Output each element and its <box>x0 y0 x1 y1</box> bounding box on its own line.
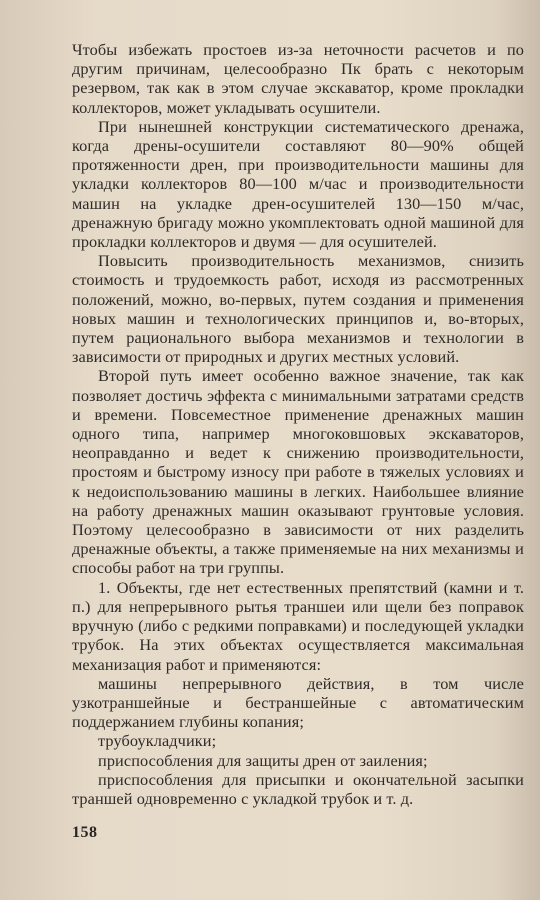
paragraph-5: 1. Объекты, где нет естественных препятствий (камни и т. п.) для непрерывного рытья траншеи или щели без поправок вручную (либо с редкими поправками) и последующей укладки трубок. На этих объектах осуществляется максимальная механизация работ и применяются: <box>72 577 524 674</box>
page-number: 158 <box>72 824 98 841</box>
list-item: приспособления для присыпки и окончательной засыпки траншей одновременно с укладкой трубок и т. д. <box>72 769 524 808</box>
list-item: трубоукладчики; <box>98 731 217 751</box>
page-text <box>72 40 524 808</box>
paragraph-3: Повысить производительность механизмов, снизить стоимость и трудоемкость работ, исходя из рассмотренных положений, можно, во-первых, путем создания и применения новых машин и технологических принципов и, во-вторых, путем рационального выбора механизмов и технологии в зависимости от природных и других местных условий. <box>72 251 524 367</box>
paragraph-1: Чтобы избежать простоев из-за неточности расчетов и по другим причинам, целесообразно Пк брать с некоторым резервом, так как в этом случае экскаватор, кроме прокладки коллекторов, может укладывать осушители. <box>72 40 524 117</box>
paragraph-2: При нынешней конструкции систематического дренажа, когда дрены-осушители составляют 80—90% общей протяженности дрен, при производительности машины для укладки коллекторов 80—100 м/час и производительности машин на укладке дрен-осушителей 130—150 м/час, дренажную бригаду можно укомплектовать одной машиной для прокладки коллекторов и двумя — для осушителей. <box>72 116 524 252</box>
paragraph-4: Второй путь имеет особенно важное значение, так как позволяет достичь эффекта с минимальными затратами средств и времени. Повсеместное применение дренажных машин одного типа, например многоковшовых экскаваторов, неоправданно и ведет к снижению производительности, простоям и быстрому износу при работе в тяжелых условиях и к недоиспользованию машины в легких. Наибольшее влияние на работу дренажных машин оказывают грунтовые условия. Поэтому целесообразно в зависимости от них разделить дренажные объекты, а также применяемые на них механизмы и способы работ на три группы. <box>72 366 524 578</box>
list-item: машины непрерывного действия, в том числе узкотраншейные и бестраншейные с автоматическим поддержанием глубины копания; <box>72 673 524 732</box>
list-item: приспособления для защиты дрен от заиления; <box>98 750 428 770</box>
